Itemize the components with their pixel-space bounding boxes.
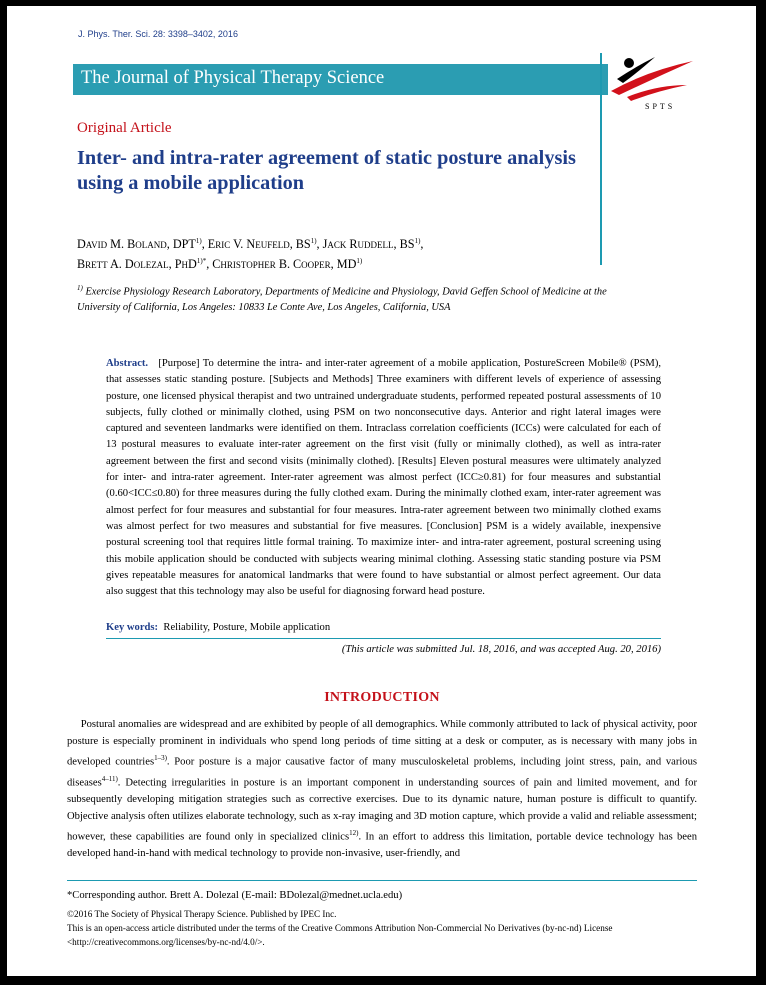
keywords	[106, 622, 330, 633]
abstract	[106, 356, 661, 600]
author-name: , Eric V. Neufeld, BS	[201, 237, 311, 252]
corresponding-author: *Corresponding author. Brett A. Dolezal (E-mail: BDolezal@mednet.ucla.edu)	[67, 890, 403, 901]
journal-name: The Journal of Physical Therapy Science	[81, 68, 385, 88]
introduction-paragraph: Postural anomalies are widespread and are exhibited by people of all demographics. While commonly attributed to lack of physical activity, poor posture is especially prominent in individuals who spend long periods of time sitting at a desk or computer, as is necessary with many jobs in developed countries$^{1-3)}$. Poor posture is a major causative factor of many musculoskeletal problems, including joint stress, pain, and various diseases$^{4-11)}$. Detecting irregularities in posture is an important component in understanding sources of pain and limited movement, and for subsequently developing mitigation strategies such as corrective exercises. Due to its dynamic nature, human posture is difficult to quantify. Objective analysis often utilizes elaborate technology, such as x-ray imaging and 3D motion capture, which provide a valid and reliable assessment; however, these capabilities are found only in specialized clinics$^{12)}$. In an effort to address this limitation, portable device technology has been developed hand-in-hand with medical technology to provide non-invasive, user-friendly, and	[67, 719, 698, 860]
author-name: Brett A. Dolezal, PhD	[77, 257, 197, 272]
article-type: Original Article	[77, 120, 172, 136]
license: This is an open-access article distributed under the terms of the Creative Commons Attribution Non-Commercial No Derivatives (by-nc-nd) License <http://creativecommons.org/licenses/by-nc-nd/4.0/>.	[67, 923, 613, 947]
article-title: Inter- and intra-rater agreement of static posture analysis using a mobile application	[77, 147, 576, 194]
abstract-label: Abstract.	[106, 358, 149, 369]
abstract-divider	[106, 638, 661, 639]
footer-divider	[67, 880, 697, 881]
affiliation: $^{1)}$ Exercise Physiology Research Laboratory, Departments of Medicine and Physiology, David Geffen School of Medicine at the University of California, Los Angeles: 10833 Le Conte Ave, Los Angeles, California, USA	[77, 284, 607, 314]
abstract-text: [Purpose] To determine the intra- and inter-rater agreement of a mobile application, PostureScreen Mobile® (PSM), that assesses static standing posture. [Subjects and Methods] Three examiners with different levels of experience of assessing posture, one licensed physical therapist and two untrained undergraduate students, performed repeated postural assessments of 10 subjects, fully clothed or minimally clothed, using PSM on two nonconsecutive days. Anterior and right lateral images were captured and seventeen landmarks were identified on them. Intraclass correlation coefficients (ICCs) were calculated for each of 13 postural measures to evaluate inter-rater agreement on the first visit (fully or minimally clothed), as well as intra-rater agreement between the first and second visits (minimally clothed). [Results] Eleven postural measures were ultimately analyzed for inter- and intra-rater agreement. Inter-rater agreement was almost perfect (ICC≥0.81) for four measures and substantial (0.60<ICC≤0.80) for three measures during the fully clothed exam. During the minimally clothed exam, inter-rater agreement was almost perfect for four measures and substantial for four measures. Intra-rater agreement between two minimally clothed exams was almost perfect for two measures and substantial for five measures. [Conclusion] PSM is a widely available, inexpensive postural screening tool that requires little formal training. To maximize inter- and intra-rater agreement, postural screening using this mobile application should be conducted with subjects wearing minimal clothing. Assessing static standing posture via PSM gives repeatable measures for anatomical landmarks that were found to have substantial or almost perfect agreement. Our data also suggest that this technology may also be useful for diagnosing forward head posture.	[106, 358, 661, 598]
spts-logo	[607, 51, 699, 113]
author-name: , Jack Ruddell, BS	[316, 237, 415, 252]
journal-banner	[73, 64, 608, 95]
journal-citation: J. Phys. Ther. Sci. 28: 3398–3402, 2016	[78, 29, 238, 39]
author-name: , Christopher B. Cooper, MD	[206, 257, 357, 272]
submission-dates: (This article was submitted Jul. 18, 2016, and was accepted Aug. 20, 2016)	[341, 644, 661, 655]
author-list: David M. Boland, DPT$^{1)}$, Eric V. Neufeld, BS$^{1)}$, Jack Ruddell, BS$^{1)}$, Brett A. Dolezal, PhD$^{1)*}$, Christopher B. Cooper, MD$^{1)}$	[77, 237, 424, 272]
logo-text: SPTS	[645, 102, 676, 111]
keywords-label: Key words:	[106, 622, 159, 633]
introduction-heading: INTRODUCTION	[324, 690, 440, 705]
author-name: David M. Boland, DPT	[77, 237, 196, 252]
keywords-text: Reliability, Posture, Mobile application	[163, 622, 331, 633]
footnotes	[67, 888, 697, 949]
article-page	[7, 6, 756, 976]
copyright: ©2016 The Society of Physical Therapy Science. Published by IPEC Inc.	[67, 909, 337, 919]
